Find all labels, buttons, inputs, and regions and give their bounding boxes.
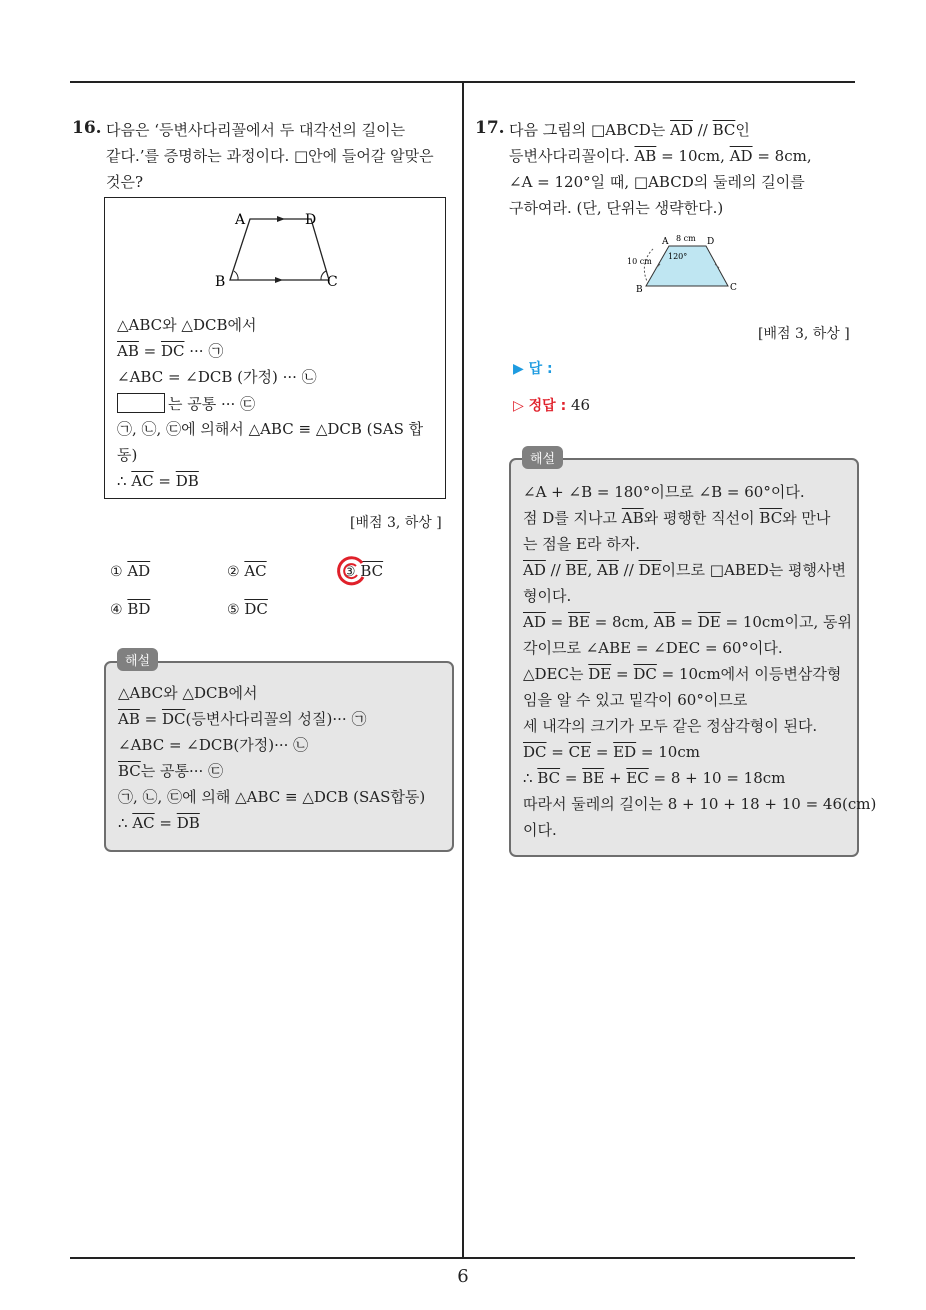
q16-sol-line-3: ∠ABC = ∠DCB(가정)··· ㉡ bbox=[118, 736, 309, 754]
q16-proof-line-7: ∴ $\overline{AC} = \overline{DB}$ bbox=[117, 472, 199, 490]
q16-score: [배점 3, 하상 ] bbox=[350, 515, 442, 531]
q17-sol-line-10: 세 내각의 크기가 모두 같은 정삼각형이 된다. bbox=[523, 717, 818, 735]
q17-correct-line bbox=[513, 395, 590, 416]
q16-proof-line-5: ㉠, ㉡, ㉢에 의해서 △ABC ≡ △DCB (SAS 합 bbox=[117, 420, 424, 438]
q16-trapezoid-figure bbox=[105, 198, 445, 308]
q17-correct-label: ▷ 정답 : bbox=[513, 398, 567, 414]
q16-stem-line-1: 다음은 ‘등변사다리꼴에서 두 대각선의 길이는 bbox=[106, 121, 406, 139]
q16-proof-box bbox=[104, 197, 446, 499]
q17-label-angle: 120° bbox=[668, 252, 688, 261]
q17-sol-line-8: △DEC는 $\overline{DE} = \overline{DC} = 10cm$에서 이등변삼각형 bbox=[523, 665, 842, 683]
q17-label-side: 10 cm bbox=[627, 257, 652, 266]
q16-sol-line-4: $\overline{BC}$는 공통··· ㉢ bbox=[118, 762, 224, 780]
q16-proof-line-2: $\overline{AB} = \overline{DC}$ ··· ㉠ bbox=[117, 342, 224, 360]
q17-sol-line-1: ∠A + ∠B = 180°이므로 ∠B = 60°이다. bbox=[523, 483, 805, 501]
q17-number: 17. bbox=[475, 118, 505, 138]
q16-choice-2[interactable]: ② $\overline{AC}$ bbox=[227, 562, 267, 580]
q17-trapezoid-figure bbox=[620, 228, 760, 298]
q17-sol-line-11: $\overline{DC} = \overline{CE} = \overline{ED} = 10cm$ bbox=[523, 743, 700, 761]
q17-sol-line-4: $\overline{AD} // \overline{BE}$, $\overline{AB} // \overline{DE}$이므로 □ABED는 평행사변 bbox=[523, 561, 847, 579]
q17-sol-line-12: ∴ $\overline{BC} = \overline{BE} + \overline{EC} = 8 + 10 = 18cm$ bbox=[523, 769, 786, 787]
q17-label-a: A bbox=[662, 237, 669, 247]
q17-sol-line-6: $\overline{AD} = \overline{BE} = 8cm$, $\overline{AB} = \overline{DE} = 10cm$이고, 동위 bbox=[523, 613, 853, 631]
q17-label-top: 8 cm bbox=[676, 234, 696, 243]
q16-choice-1[interactable]: ① $\overline{AD}$ bbox=[110, 562, 151, 580]
q17-label-b: B bbox=[636, 285, 643, 295]
bottom-rule bbox=[70, 1257, 855, 1259]
q17-stem-line-1: 다음 그림의 □ABCD는 $\overline{AD} // \overline{BC}$인 bbox=[509, 121, 750, 139]
q16-proof-line-3: ∠ABC = ∠DCB (가정) ··· ㉡ bbox=[117, 368, 317, 386]
q17-solution-box bbox=[509, 458, 877, 857]
q17-label-c: C bbox=[730, 283, 737, 293]
page-number: 6 bbox=[457, 1266, 469, 1287]
q16-blank-box bbox=[117, 393, 165, 413]
q17-answer-label: ▶ 답 : bbox=[513, 361, 553, 377]
q16-sol-line-1: △ABC와 △DCB에서 bbox=[118, 684, 258, 702]
q16-choice-5[interactable]: ⑤ $\overline{DC}$ bbox=[227, 600, 268, 618]
q17-sol-line-13: 따라서 둘레의 길이는 8 + 10 + 18 + 10 = 46(cm) bbox=[523, 795, 877, 813]
q17-stem-line-2: 등변사다리꼴이다. $\overline{AB} = 10cm$, $\overline{AD} = 8cm$, bbox=[509, 147, 812, 165]
q16-proof-line-6: 동) bbox=[117, 446, 138, 464]
q16-solution-box bbox=[104, 661, 454, 852]
q16-choice-4[interactable]: ④ $\overline{BD}$ bbox=[110, 600, 151, 618]
q17-stem-line-3: ∠A = 120°일 때, □ABCD의 둘레의 길이를 bbox=[509, 173, 805, 191]
q17-sol-line-2: 점 D를 지나고 $\overline{AB}$와 평행한 직선이 $\overline{BC}$와 만나 bbox=[523, 509, 831, 527]
q17-solution-tag: 해설 bbox=[522, 446, 563, 469]
q17-sol-line-9: 임을 알 수 있고 밑각이 60°이므로 bbox=[523, 691, 748, 709]
q16-solution-tag: 해설 bbox=[117, 648, 158, 671]
q17-sol-line-5: 형이다. bbox=[523, 587, 572, 605]
q16-label-a: A bbox=[235, 212, 246, 228]
q17-stem-line-4: 구하여라. (단, 단위는 생략한다.) bbox=[509, 199, 724, 217]
q17-sol-line-14: 이다. bbox=[523, 821, 557, 839]
q17-sol-line-7: 각이므로 ∠ABE = ∠DEC = 60°이다. bbox=[523, 639, 783, 657]
q16-label-d: D bbox=[305, 212, 317, 228]
q16-label-b: B bbox=[215, 274, 226, 290]
q17-sol-line-3: 는 점을 E라 하자. bbox=[523, 535, 640, 553]
q17-correct-value: 46 bbox=[570, 396, 591, 414]
q16-sol-line-6: ∴ $\overline{AC} = \overline{DB}$ bbox=[118, 814, 200, 832]
q16-stem-line-3: 것은? bbox=[106, 173, 144, 191]
q16-proof-line-1: △ABC와 △DCB에서 bbox=[117, 316, 257, 334]
q16-number: 16. bbox=[72, 118, 102, 138]
q16-label-c: C bbox=[327, 274, 338, 290]
q16-sol-line-2: $\overline{AB} = \overline{DC}$(등변사다리꼴의 성질)··· ㉠ bbox=[118, 710, 367, 728]
q16-sol-line-5: ㉠, ㉡, ㉢에 의해 △ABC ≡ △DCB (SAS합동) bbox=[118, 788, 426, 806]
q16-proof-line-4: 는 공통 ··· ㉢ bbox=[117, 393, 255, 414]
q16-choice-3[interactable]: ③ $\overline{BC}$ bbox=[343, 562, 384, 580]
q16-stem-line-2: 같다.’를 증명하는 과정이다. □안에 들어갈 알맞은 bbox=[106, 147, 434, 165]
column-divider bbox=[462, 82, 464, 1258]
q16-correct-mark bbox=[333, 553, 369, 589]
q17-score: [배점 3, 하상 ] bbox=[758, 326, 850, 342]
q17-label-d: D bbox=[707, 237, 715, 247]
